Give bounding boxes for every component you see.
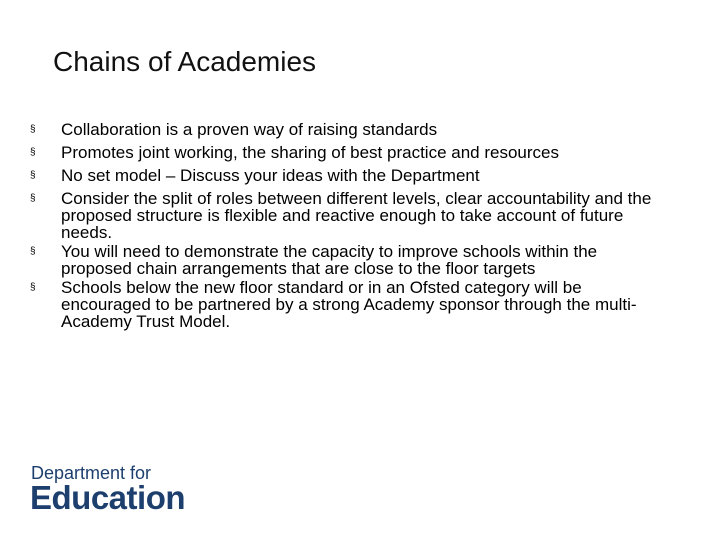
bullet-item [30, 190, 670, 241]
bullet-marker-icon: § [30, 124, 36, 135]
bullet-text: Promotes joint working, the sharing of best practice and resources [61, 143, 559, 162]
bullet-marker-icon: § [30, 246, 36, 257]
slide-title: Chains of Academies [53, 46, 317, 77]
logo-line-2: Education [30, 479, 186, 516]
bullet-text: No set model – Discuss your ideas with the Department [61, 166, 480, 185]
department-for-education-logo [31, 462, 211, 522]
bullet-text: You will need to demonstrate the capacity to improve schools within the proposed chain arrangements that are close to the floor targets [61, 242, 598, 278]
bullet-item [30, 167, 670, 184]
bullet-item [30, 243, 670, 277]
bullet-marker-icon: § [30, 170, 36, 181]
bullet-item [30, 121, 670, 138]
logo-line-1: Department for [31, 463, 152, 483]
bullet-marker-icon: § [30, 282, 36, 293]
bullet-text: Consider the split of roles between different levels, clear accountability and the proposed structure is flexible and reactive enough to take account of future needs. [61, 189, 652, 242]
bullet-item [30, 279, 670, 330]
bullet-text: Schools below the new floor standard or in an Ofsted category will be encouraged to be partnered by a strong Academy sponsor through the multi-Academy Trust Model. [61, 278, 637, 331]
bullet-item [30, 144, 670, 161]
bullet-text: Collaboration is a proven way of raising standards [61, 120, 438, 139]
bullet-marker-icon: § [30, 147, 36, 158]
bullet-marker-icon: § [30, 193, 36, 204]
bullet-list [30, 121, 670, 332]
